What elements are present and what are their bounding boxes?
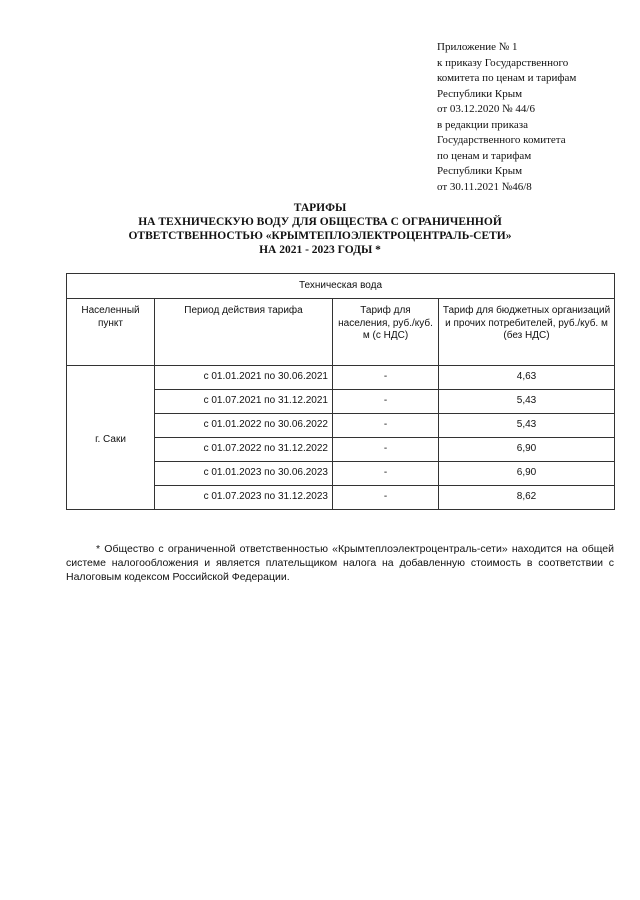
header-budget-tariff: Тариф для бюджетных организаций и прочих потребителей, руб./куб. м (без НДС) (439, 299, 615, 366)
budget-tariff-cell: 6,90 (439, 438, 615, 462)
period-cell: с 01.01.2022 по 30.06.2022 (155, 414, 333, 438)
annex-line: комитета по ценам и тарифам (437, 72, 577, 84)
header-period: Период действия тарифа (155, 299, 333, 366)
population-tariff-cell: - (333, 366, 439, 390)
table-header-row (67, 299, 615, 366)
title-line: ТАРИФЫ (293, 202, 347, 214)
budget-tariff-cell: 6,90 (439, 462, 615, 486)
footnote (66, 542, 614, 584)
period-cell: с 01.01.2023 по 30.06.2023 (155, 462, 333, 486)
period-cell: с 01.01.2021 по 30.06.2021 (155, 366, 333, 390)
population-tariff-cell: - (333, 438, 439, 462)
population-tariff-cell: - (333, 414, 439, 438)
footnote-text: * Общество с ограниченной ответственностью «Крымтеплоэлектроцентраль-сети» находится на общей системе налогообложения и является плательщиком налога на добавленную стоимость в соответствии с Налоговым кодексом Российской Федерации. (66, 543, 614, 583)
period-cell: с 01.07.2023 по 31.12.2023 (155, 486, 333, 510)
annex-line: Республики Крым (437, 87, 523, 100)
budget-tariff-cell: 5,43 (439, 390, 615, 414)
period-cell: с 01.07.2022 по 31.12.2022 (155, 438, 333, 462)
table-group-header-row (67, 274, 615, 299)
period-cell: с 01.07.2021 по 31.12.2021 (155, 390, 333, 414)
budget-tariff-cell: 4,63 (439, 366, 615, 390)
table-row (67, 366, 615, 390)
annex-line: Республики Крым (437, 165, 523, 177)
title-line: ОТВЕТСТВЕННОСТЬЮ «КРЫМТЕПЛОЭЛЕКТРОЦЕНТРАЛЬ-СЕТИ» (128, 230, 512, 242)
header-city: Населенный пункт (67, 299, 155, 366)
annex-line: в редакции приказа (437, 118, 528, 131)
budget-tariff-cell: 8,62 (439, 486, 615, 510)
budget-tariff-cell: 5,43 (439, 414, 615, 438)
annex-line: Государственного комитета (437, 134, 566, 146)
population-tariff-cell: - (333, 462, 439, 486)
header-population-tariff: Тариф для населения, руб./куб. м (с НДС) (333, 299, 439, 366)
annex-line: от 30.11.2021 №46/8 (437, 180, 532, 193)
tariff-table (66, 273, 615, 510)
population-tariff-cell: - (333, 486, 439, 510)
annex-line: к приказу Государственного (437, 56, 569, 69)
group-header: Техническая вода (67, 274, 615, 299)
annex-note (437, 40, 612, 195)
annex-line: от 03.12.2020 № 44/6 (437, 103, 535, 115)
title-line: НА ТЕХНИЧЕСКУЮ ВОДУ ДЛЯ ОБЩЕСТВА С ОГРАНИЧЕННОЙ (138, 216, 502, 228)
city-cell: г. Саки (67, 366, 155, 510)
title-line: НА 2021 - 2023 ГОДЫ * (259, 244, 381, 256)
annex-line: Приложение № 1 (437, 41, 518, 53)
annex-line: по ценам и тарифам (437, 149, 532, 162)
population-tariff-cell: - (333, 390, 439, 414)
document-title (60, 201, 580, 257)
